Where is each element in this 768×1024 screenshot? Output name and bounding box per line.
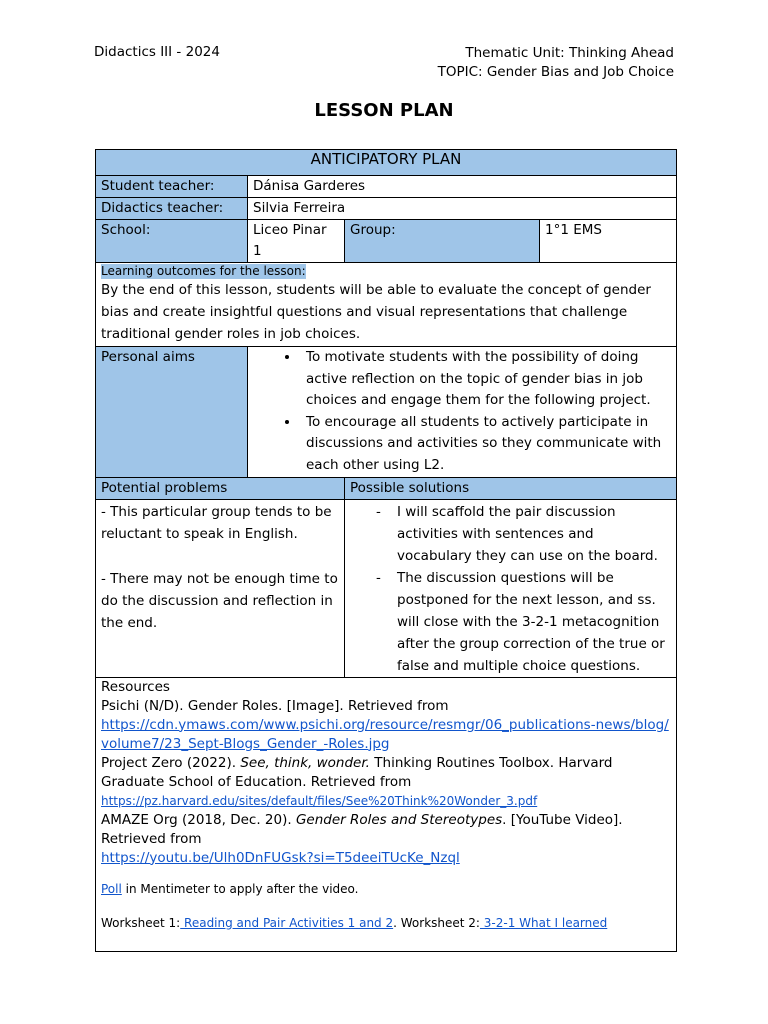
student-teacher-row bbox=[96, 176, 677, 198]
problems-header-row bbox=[96, 477, 677, 499]
problem-spacer bbox=[101, 545, 339, 568]
header-thematic-unit: Thematic Unit: Thinking Ahead bbox=[465, 45, 674, 61]
header-topic bbox=[438, 44, 674, 82]
school-label: School: bbox=[96, 220, 248, 263]
potential-problems-cell bbox=[96, 499, 345, 677]
amaze-source: . [YouTube Video]. Retrieved from bbox=[101, 811, 623, 847]
learning-outcomes-label: Learning outcomes for the lesson: bbox=[101, 264, 306, 278]
resources-label: Resources bbox=[101, 678, 170, 695]
poll-description: in Mentimeter to apply after the video. bbox=[121, 881, 359, 896]
plan-heading: ANTICIPATORY PLAN bbox=[96, 150, 677, 176]
worksheet-1-link[interactable]: Reading and Pair Activities 1 and 2 bbox=[180, 915, 394, 930]
student-teacher-value: Dánisa Garderes bbox=[248, 176, 677, 198]
school-row bbox=[96, 220, 677, 263]
learning-outcomes-text: By the end of this lesson, students will be able to evaluate the concept of gender bias and create insightful questions and visual representations that challenge traditional gender roles in job choices. bbox=[101, 282, 651, 342]
personal-aims-cell bbox=[248, 347, 677, 478]
solution-text: The discussion questions will be postponed for the next lesson, and ss. will close with the 3-2-1 metacognition after the group correction of the true or false and multiple choice questions. bbox=[397, 569, 665, 674]
resources-row bbox=[96, 677, 677, 951]
worksheets-line bbox=[101, 914, 671, 933]
possible-solutions-cell bbox=[345, 499, 677, 677]
didactics-teacher-row bbox=[96, 198, 677, 220]
plan-heading-row bbox=[96, 150, 677, 176]
school-value: Liceo Pinar 1 bbox=[248, 220, 345, 263]
page-title: LESSON PLAN bbox=[314, 100, 454, 121]
project-zero-title: See, think, wonder. bbox=[240, 754, 370, 771]
didactics-teacher-value: Silvia Ferreira bbox=[248, 198, 677, 220]
worksheet-2-link[interactable]: 3-2-1 What I learned bbox=[479, 915, 608, 930]
resource-amaze bbox=[101, 811, 671, 849]
didactics-teacher-label: Didactics teacher: bbox=[96, 198, 248, 220]
youtube-video-link[interactable]: https://youtu.be/Ulh0DnFUGsk?si=T5deeiTUcKe_Nzql bbox=[101, 849, 460, 866]
amaze-author: AMAZE Org (2018, Dec. 20). bbox=[101, 811, 296, 828]
personal-aim-item: • To motivate students with the possibility of doing active reflection on the topic of gender bias in job choices and engage them for the following project. bbox=[300, 347, 671, 412]
lesson-plan-table bbox=[95, 149, 677, 952]
resource-psichi: Psichi (N/D). Gender Roles. [Image]. Retrieved from bbox=[101, 697, 449, 714]
solution-item bbox=[350, 500, 668, 567]
resource-project-zero bbox=[101, 754, 671, 792]
project-zero-pdf-link[interactable]: https://pz.harvard.edu/sites/default/files/See%20Think%20Wonder_3.pdf bbox=[101, 793, 538, 808]
project-zero-source: Thinking Routines Toolbox. Harvard Graduate School of Education. Retrieved from bbox=[101, 754, 613, 790]
worksheet-1-label: Worksheet 1: bbox=[101, 915, 181, 930]
group-label: Group: bbox=[345, 220, 540, 263]
possible-solutions-label: Possible solutions bbox=[345, 477, 677, 499]
problems-solutions-row bbox=[96, 499, 677, 677]
personal-aims-list bbox=[253, 347, 671, 477]
amaze-title: Gender Roles and Stereotypes bbox=[295, 811, 503, 828]
solution-text: I will scaffold the pair discussion activities with sentences and vocabulary they can use on the board. bbox=[397, 503, 658, 564]
dash-marker: - bbox=[376, 569, 381, 586]
worksheet-2-label: . Worksheet 2: bbox=[393, 915, 480, 930]
header-topic-line: TOPIC: Gender Bias and Job Choice bbox=[437, 64, 674, 80]
dash-marker: - bbox=[376, 503, 381, 520]
problem-item: - This particular group tends to be reluctant to speak in English. bbox=[101, 503, 332, 542]
learning-outcomes-row bbox=[96, 263, 677, 347]
personal-aim-item: • To encourage all students to actively participate in discussions and activities so they communicate with each other using L2. bbox=[300, 412, 671, 477]
personal-aims-row bbox=[96, 347, 677, 478]
potential-problems-label: Potential problems bbox=[96, 477, 345, 499]
header-course: Didactics III - 2024 bbox=[94, 44, 220, 60]
problem-item: - There may not be enough time to do the discussion and reflection in the end. bbox=[101, 570, 338, 631]
psichi-image-link[interactable]: https://cdn.ymaws.com/www.psichi.org/resource/resmgr/06_publications-news/blog/volume7/23_Sept-Blogs_Gender_-Roles.jpg bbox=[101, 716, 669, 752]
personal-aims-label: Personal aims bbox=[96, 347, 248, 478]
group-value: 1°1 EMS bbox=[540, 220, 677, 263]
poll-link[interactable]: Poll bbox=[101, 881, 122, 896]
learning-outcomes-cell bbox=[96, 263, 677, 347]
solution-item bbox=[350, 567, 668, 677]
poll-line bbox=[101, 880, 671, 899]
student-teacher-label: Student teacher: bbox=[96, 176, 248, 198]
project-zero-author: Project Zero (2022). bbox=[101, 754, 241, 771]
resources-cell bbox=[96, 677, 677, 951]
